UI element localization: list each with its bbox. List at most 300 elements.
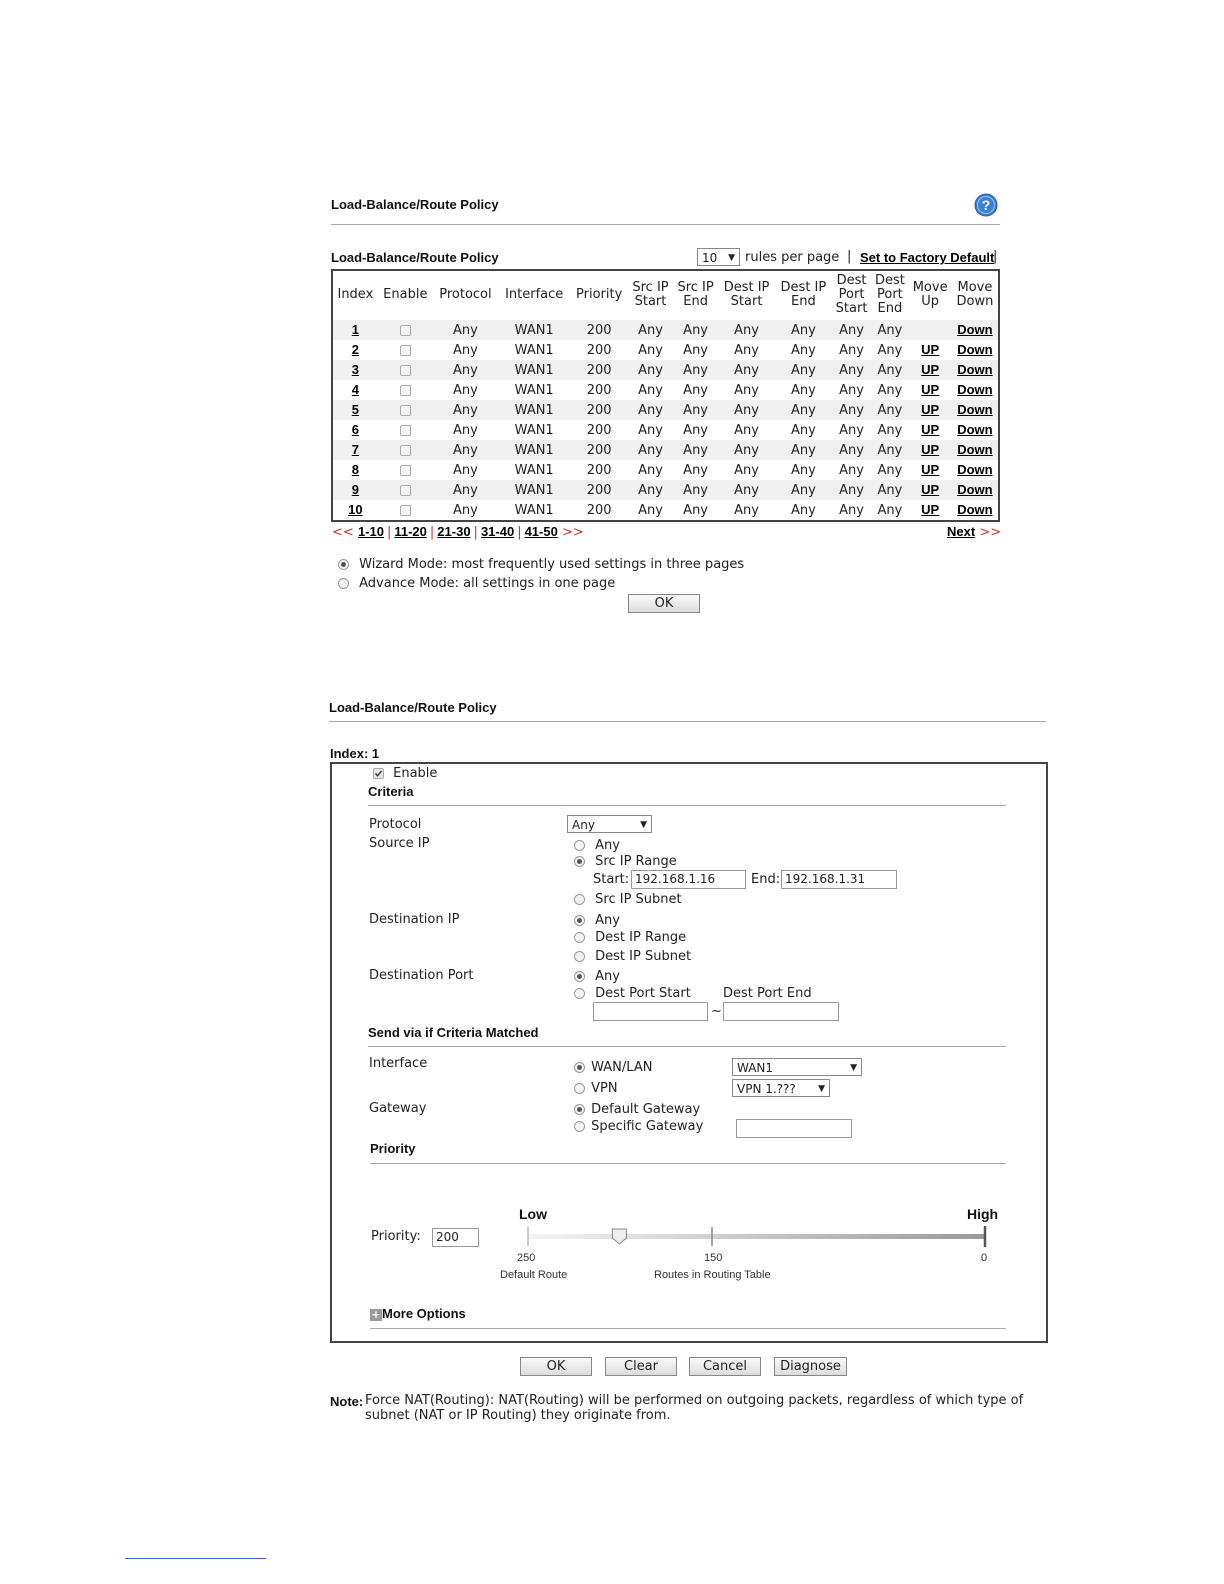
move-down-cell [952,480,999,500]
factory-default-link[interactable]: Set to Factory Default [860,250,995,265]
separator: | [847,249,852,264]
wanlan-label: WAN/LAN [591,1060,653,1075]
move-up-link[interactable]: UP [921,402,940,417]
pager-page-link[interactable]: 1-10 [357,524,384,539]
column-header: Dest IP End [780,280,827,309]
dest-ip-label: Destination IP [369,912,460,927]
cell-protocol: Any [433,320,498,340]
table-row [332,320,999,340]
cell-interface: WAN1 [498,400,570,420]
port-end-input[interactable] [723,1002,839,1021]
cell-dst-start: Any [734,342,759,358]
cell-priority: 200 [570,360,628,380]
cell-priority: 200 [586,422,612,438]
cell-port-end: Any [871,480,908,500]
table-header [332,270,999,320]
move-up-link[interactable]: UP [921,502,940,517]
move-down-cell [952,440,999,460]
clear-button[interactable]: Clear [605,1357,677,1376]
move-down-link[interactable]: Down [957,482,993,497]
move-down-link[interactable]: Down [957,382,993,397]
index-cell [332,400,378,420]
port-range-radio[interactable] [574,988,585,999]
cell-src-end: Any [673,480,718,500]
enable-cell [378,480,433,500]
protocol-label: Protocol [369,817,422,832]
footnote-rule [125,1558,266,1559]
cell-interface: WAN1 [498,440,570,460]
enable-checkbox[interactable] [400,465,411,476]
enable-checkbox[interactable] [400,345,411,356]
divider [368,805,1006,806]
move-up-cell [908,480,951,500]
source-ip-label: Source IP [369,836,430,851]
cell-src-end: Any [673,440,718,460]
index-cell [332,420,378,440]
rules-per-page-label: rules per page [745,250,840,265]
routes-table-label: Routes in Routing Table [654,1269,771,1281]
cell-port-start: Any [832,440,872,460]
cell-dst-end: Any [775,400,832,420]
enable-cell [378,380,433,400]
priority-title: Priority [370,1141,416,1156]
enable-cell [378,320,433,340]
cell-src-end: Any [673,320,718,340]
vpn-radio[interactable] [574,1083,585,1094]
cell-protocol: Any [433,400,498,420]
cell-interface: WAN1 [498,360,570,380]
pager-page-link[interactable]: 21-30 [437,524,471,539]
divider [370,1328,1006,1329]
cancel-button[interactable]: Cancel [689,1357,761,1376]
cell-src-start: Any [628,320,673,340]
cell-dst-start: Any [734,502,759,518]
column-header: Enable [383,287,428,302]
index-cell [332,380,378,400]
dst-subnet-option[interactable] [574,949,691,964]
pager-next-arrows: >> [561,525,584,540]
move-up-cell [908,360,951,380]
index-cell [332,440,378,460]
dst-range-radio[interactable] [574,932,585,943]
index-cell [332,360,378,380]
default-gw-label: Default Gateway [591,1102,701,1117]
column-header: Interface [505,287,564,302]
enable-checkbox[interactable] [400,365,411,376]
enable-checkbox[interactable] [400,385,411,396]
move-down-link[interactable]: Down [957,322,993,337]
dst-range-label: Dest IP Range [595,930,687,945]
slider-low-label: Low [519,1206,547,1222]
specific-gw-input[interactable] [736,1119,852,1138]
cell-protocol: Any [453,502,478,518]
cell-priority: 200 [570,440,628,460]
cell-dst-start: Any [718,320,775,340]
cell-protocol: Any [453,342,478,358]
dst-any-radio[interactable] [574,915,585,926]
move-up-cell [908,460,951,480]
enable-checkbox[interactable] [400,325,411,336]
table-row [332,420,999,440]
move-up-link[interactable]: UP [921,442,940,457]
index-label: Index: 1 [330,746,380,761]
cell-dst-end: Any [775,360,832,380]
cell-dst-end: Any [790,502,816,518]
move-down-cell [952,340,999,360]
default-gw-option[interactable] [574,1102,700,1117]
pager-separator: | [386,525,392,540]
cell-port-start: Any [832,480,872,500]
more-options-label: More Options [382,1306,466,1321]
cell-interface: WAN1 [514,502,554,518]
move-up-cell [908,340,951,360]
index-cell [332,460,378,480]
tick-0-label: 0 [981,1252,988,1264]
move-down-cell [952,500,999,521]
pager-separator: | [517,525,522,540]
ok-button[interactable]: OK [628,594,700,613]
src-start-input[interactable]: 192.168.1.16 [631,870,746,889]
move-up-link[interactable]: UP [921,382,940,397]
cell-priority: 200 [570,400,628,420]
cell-dst-start: Any [718,360,775,380]
cell-dst-end: Any [775,440,832,460]
cell-port-end: Any [871,440,908,460]
cell-port-end: Any [877,342,903,358]
rules-per-page-select[interactable]: 10 ▼ [697,248,740,266]
port-any-label: Any [595,969,620,984]
index-link[interactable]: 8 [351,462,359,477]
cell-port-end: Any [877,462,903,478]
separator: | [993,249,998,264]
protocol-select[interactable]: Any ▼ [567,815,652,833]
cell-src-start: Any [628,440,673,460]
enable-cell [378,500,433,521]
start-label: Start: [593,872,630,887]
priority-input[interactable]: 200 [432,1228,479,1247]
cell-interface: WAN1 [498,480,570,500]
cell-port-start: Any [832,320,872,340]
port-start-input[interactable] [593,1002,708,1021]
wizard-mode-option[interactable] [338,557,744,572]
send-via-title: Send via if Criteria Matched [368,1025,539,1040]
move-down-link[interactable]: Down [957,462,993,477]
wizard-mode-radio[interactable] [338,559,349,570]
cell-port-start: Any [832,360,872,380]
cell-dst-start: Any [734,422,759,438]
cell-protocol: Any [433,440,498,460]
cell-port-start: Any [839,342,864,358]
specific-gw-option[interactable] [574,1119,703,1134]
rules-table [331,269,1000,522]
src-any-option[interactable] [574,838,620,853]
cell-priority: 200 [570,480,628,500]
src-subnet-option[interactable] [574,892,682,907]
criteria-title: Criteria [368,784,414,799]
cell-priority: 200 [586,462,612,478]
cell-src-end: Any [673,360,718,380]
src-any-label: Any [595,838,620,853]
priority-label: Priority: [371,1229,421,1244]
index-link[interactable]: 10 [348,502,363,517]
move-up-cell [908,320,951,340]
index-link[interactable]: 7 [351,442,359,457]
table-row [332,480,999,500]
enable-cell [378,400,433,420]
cell-dst-start: Any [718,440,775,460]
cell-port-end: Any [877,382,903,398]
src-range-radio[interactable] [574,856,585,867]
expand-plus-icon[interactable]: + [371,1307,381,1321]
src-any-radio[interactable] [574,840,585,851]
index-link[interactable]: 9 [351,482,359,497]
priority-slider[interactable] [522,1224,992,1250]
cell-protocol: Any [453,462,478,478]
slider-track [528,1234,986,1239]
table-row [332,460,999,480]
default-gw-radio[interactable] [574,1104,585,1115]
cell-priority: 200 [586,382,612,398]
cell-dst-start: Any [734,462,759,478]
dst-range-option[interactable] [574,930,686,945]
cell-src-start: Any [638,342,663,358]
cell-src-end: Any [673,400,718,420]
move-down-cell [952,380,999,400]
column-header: Move Down [956,280,994,309]
move-down-cell [952,400,999,420]
note-label: Note: [330,1394,364,1409]
enable-checkbox[interactable] [400,445,411,456]
default-route-label: Default Route [500,1269,568,1281]
move-up-cell [908,400,951,420]
move-down-link[interactable]: Down [957,402,993,417]
cell-port-start: Any [839,422,864,438]
index-cell [332,480,378,500]
cell-dst-end: Any [775,480,832,500]
tick-150-label: 150 [704,1252,723,1264]
enable-checkbox[interactable] [400,405,411,416]
src-subnet-label: Src IP Subnet [595,892,682,907]
more-options-toggle[interactable] [370,1306,466,1322]
cell-protocol: Any [453,382,478,398]
form-ok-button[interactable]: OK [520,1357,592,1376]
dest-port-label: Destination Port [369,968,474,983]
enable-checkbox[interactable] [400,425,411,436]
tick-250-label: 250 [517,1252,536,1264]
move-down-link[interactable]: Down [957,362,993,377]
enable-cell [378,420,433,440]
move-down-link[interactable]: Down [957,502,993,517]
src-range-label: Src IP Range [595,854,677,869]
table-row [332,400,999,420]
next-link[interactable]: Next [947,524,976,539]
pager-next [947,524,1001,540]
cell-dst-end: Any [790,382,816,398]
pager [332,524,584,540]
enable-option[interactable] [373,766,437,781]
src-range-option[interactable] [574,854,677,869]
wanlan-option[interactable] [574,1060,652,1075]
move-down-cell [952,360,999,380]
cell-port-end: Any [877,502,903,518]
src-subnet-radio[interactable] [574,894,585,905]
pager-page-link[interactable]: 41-50 [524,524,558,539]
panel2-title: Load-Balance/Route Policy [329,700,497,715]
table-row [332,360,999,380]
move-down-link[interactable]: Down [957,442,993,457]
port-any-radio[interactable] [574,971,585,982]
enable-checkbox[interactable] [373,768,384,779]
cell-priority: 200 [570,320,628,340]
cell-src-end: Any [683,502,708,518]
cell-dst-start: Any [718,400,775,420]
cell-port-start: Any [839,462,864,478]
enable-checkbox[interactable] [400,505,411,516]
advance-mode-radio[interactable] [338,578,349,589]
cell-interface: WAN1 [514,462,554,478]
cell-src-start: Any [638,422,663,438]
move-up-link[interactable]: UP [921,422,940,437]
move-down-link[interactable]: Down [957,342,993,357]
column-header: Index [337,287,374,302]
dst-subnet-radio[interactable] [574,951,585,962]
enable-label: Enable [393,766,438,781]
wanlan-radio[interactable] [574,1062,585,1073]
enable-cell [378,440,433,460]
pager-page-link[interactable]: 31-40 [480,524,515,539]
table-title: Load-Balance/Route Policy [331,250,499,265]
index-link[interactable]: 1 [351,322,359,337]
cell-dst-start: Any [734,382,759,398]
cell-src-end: Any [683,382,708,398]
port-range-option[interactable] [574,986,691,1001]
cell-protocol: Any [453,422,478,438]
index-link[interactable]: 6 [351,422,359,437]
column-header: Dest Port Start [835,273,868,316]
cell-port-start: Any [832,400,872,420]
cell-src-end: Any [683,462,708,478]
column-header: Priority [576,287,623,302]
index-link[interactable]: 2 [351,342,359,357]
move-up-cell [908,420,951,440]
move-up-link[interactable]: UP [921,342,940,357]
table-row [332,380,999,400]
tilde: ~ [711,1004,722,1019]
divider [329,721,1046,722]
index-link[interactable]: 4 [351,382,359,397]
move-down-cell [952,460,999,480]
wan-select[interactable]: WAN1 ▼ [732,1058,862,1076]
cell-src-end: Any [683,422,708,438]
cell-src-start: Any [628,360,673,380]
cell-dst-end: Any [775,320,832,340]
interface-label: Interface [369,1056,428,1071]
next-arrows: >> [979,525,1002,540]
enable-cell [378,340,433,360]
column-header: Protocol [439,287,492,302]
cell-src-start: Any [638,502,663,518]
note-line1: Force NAT(Routing): NAT(Routing) will be performed on outgoing packets, regardless of which type of [365,1393,1024,1408]
index-link[interactable]: 3 [351,362,359,377]
specific-gw-label: Specific Gateway [591,1119,704,1134]
dst-any-label: Any [595,913,620,928]
index-link[interactable]: 5 [351,402,359,417]
cell-dst-end: Any [790,342,816,358]
advance-mode-option[interactable] [338,576,615,591]
help-icon[interactable] [974,193,998,221]
diagnose-button[interactable]: Diagnose [774,1357,847,1376]
vpn-select[interactable]: VPN 1.??? ▼ [732,1079,830,1097]
enable-checkbox[interactable] [400,485,411,496]
move-up-link[interactable]: UP [921,362,940,377]
cell-protocol: Any [433,360,498,380]
index-cell [332,320,378,340]
cell-src-end: Any [683,342,708,358]
cell-priority: 200 [586,342,612,358]
slider-thumb [612,1229,626,1244]
specific-gw-radio[interactable] [574,1121,585,1132]
move-up-cell [908,380,951,400]
cell-port-start: Any [839,382,864,398]
column-header: Dest IP Start [723,280,770,309]
table-row [332,440,999,460]
advance-mode-label: Advance Mode: all settings in one page [359,576,616,591]
pager-page-link[interactable]: 11-20 [394,524,427,539]
move-up-link[interactable]: UP [921,462,940,477]
dst-any-option[interactable] [574,913,620,928]
cell-src-start: Any [638,382,663,398]
cell-dst-end: Any [790,462,816,478]
column-header: Move Up [912,280,948,309]
divider [370,1163,1006,1164]
cell-port-end: Any [871,360,908,380]
src-end-input[interactable]: 192.168.1.31 [781,870,897,889]
move-up-link[interactable]: UP [921,482,940,497]
cell-protocol: Any [433,480,498,500]
cell-port-start: Any [839,502,864,518]
pager-prev-arrows: << [332,525,354,540]
column-header: Src IP End [677,280,714,309]
note-line2: subnet (NAT or IP Routing) they originate from. [365,1408,671,1423]
cell-interface: WAN1 [514,422,554,438]
cell-src-start: Any [638,462,663,478]
cell-src-start: Any [628,480,673,500]
move-up-cell [908,500,951,521]
pager-separator: | [473,525,478,540]
vpn-label: VPN [591,1081,618,1096]
slider-high-label: High [967,1206,999,1222]
cell-interface: WAN1 [514,382,554,398]
pager-separator: | [429,525,435,540]
move-down-cell [952,320,999,340]
divider [331,224,1000,225]
cell-port-end: Any [877,422,903,438]
port-end-label: Dest Port End [723,986,812,1001]
policy-form [330,762,1048,1343]
move-down-link[interactable]: Down [957,422,993,437]
port-any-option[interactable] [574,969,620,984]
cell-dst-start: Any [718,480,775,500]
enable-cell [378,360,433,380]
cell-interface: WAN1 [514,342,554,358]
divider [368,1046,1006,1047]
cell-dst-end: Any [790,422,816,438]
gateway-label: Gateway [369,1101,427,1116]
index-cell [332,340,378,360]
cell-interface: WAN1 [498,320,570,340]
table-row [332,340,999,360]
vpn-option[interactable] [574,1081,618,1096]
